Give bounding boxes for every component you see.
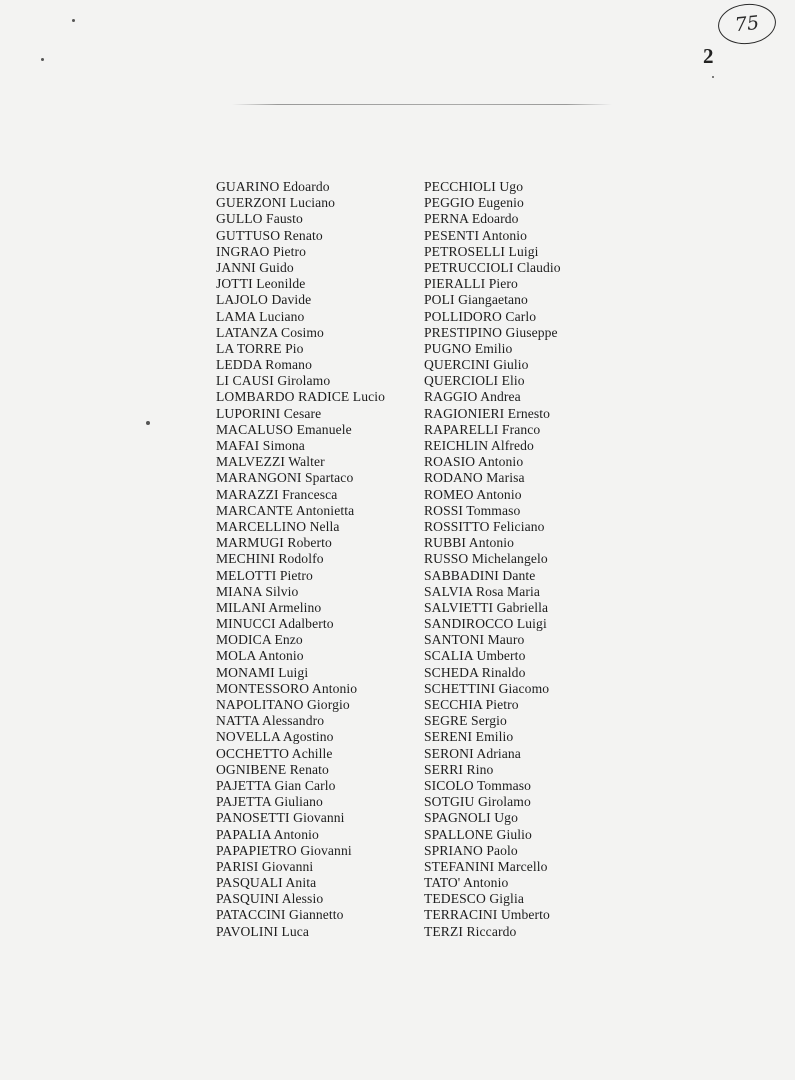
- scan-speck: [72, 19, 75, 22]
- scan-speck: [146, 421, 150, 425]
- name-entry: SECCHIA Pietro: [424, 697, 519, 712]
- name-entry: PANOSETTI Giovanni: [216, 810, 345, 826]
- name-entry: NOVELLA Agostino: [216, 729, 334, 745]
- name-entry: QUERCINI Giulio: [424, 357, 529, 373]
- name-entry: PECCHIOLI Ugo: [424, 179, 524, 194]
- name-entry: GULLO Fausto: [216, 211, 303, 227]
- name-entry: PEGGIO Eugenio: [424, 195, 524, 211]
- name-entry: SANTONI Mauro: [424, 632, 525, 648]
- name-entry: SPRIANO Paolo: [424, 842, 518, 858]
- name-entry: MAFAI Simona: [216, 438, 305, 453]
- name-entry: MARCANTE Antonietta: [216, 502, 355, 518]
- name-entry: JANNI Guido: [216, 259, 294, 275]
- name-entry: MALVEZZI Walter: [216, 454, 325, 470]
- name-entry: MARCELLINO Nella: [216, 518, 340, 534]
- name-entry: MARMUGI Roberto: [216, 535, 332, 551]
- name-entry: POLI Giangaetano: [424, 292, 528, 308]
- name-entry: RUBBI Antonio: [424, 535, 515, 551]
- name-entry: SABBADINI Dante: [424, 567, 536, 583]
- name-entry: PESENTI Antonio: [424, 227, 528, 243]
- name-entry: TERZI Riccardo: [424, 923, 517, 939]
- name-entry: PAPALIA Antonio: [216, 826, 319, 842]
- name-entry: SICOLO Tommaso: [424, 777, 532, 793]
- name-entry: RAPARELLI Franco: [424, 421, 541, 437]
- name-entry: NAPOLITANO Giorgio: [216, 697, 350, 712]
- name-entry: ROMEO Antonio: [424, 486, 522, 502]
- name-entry: MILANI Armelino: [216, 599, 322, 615]
- name-entry: TATO' Antonio: [424, 875, 509, 891]
- name-entry: PUGNO Emilio: [424, 340, 513, 356]
- name-entry: LEDDA Romano: [216, 357, 312, 373]
- name-entry: MINUCCI Adalberto: [216, 616, 334, 632]
- name-entry: MODICA Enzo: [216, 632, 303, 648]
- name-entry: MONTESSORO Antonio: [216, 680, 358, 696]
- name-entry: LATANZA Cosimo: [216, 324, 324, 340]
- archive-number: 75: [733, 11, 761, 37]
- name-entry: MONAMI Luigi: [216, 664, 309, 680]
- name-entry: SANDIROCCO Luigi: [424, 616, 547, 632]
- name-entry: TEDESCO Giglia: [424, 891, 524, 907]
- name-entry: MECHINI Rodolfo: [216, 551, 324, 567]
- name-entry: SPAGNOLI Ugo: [424, 810, 518, 826]
- name-entry: SPALLONE Giulio: [424, 826, 532, 842]
- name-entry: LAJOLO Davide: [216, 292, 312, 308]
- name-entry: RAGGIO Andrea: [424, 389, 521, 405]
- name-entry: PAJETTA Gian Carlo: [216, 777, 336, 793]
- name-entry: SALVIA Rosa Maria: [424, 583, 540, 599]
- name-entry: LA TORRE Pio: [216, 340, 304, 356]
- name-entry: SERENI Emilio: [424, 729, 514, 745]
- name-entry: PETROSELLI Luigi: [424, 243, 539, 259]
- name-entry: LAMA Luciano: [216, 308, 305, 324]
- name-entry: SCALIA Umberto: [424, 648, 526, 664]
- names-column-right: [424, 179, 561, 940]
- name-entry: ROSSITTO Feliciano: [424, 518, 545, 534]
- name-entry: NATTA Alessandro: [216, 713, 325, 729]
- name-entry: RODANO Marisa: [424, 470, 525, 486]
- name-entry: PETRUCCIOLI Claudio: [424, 259, 561, 275]
- name-entry: ROSSI Tommaso: [424, 502, 521, 518]
- scan-speck: [712, 76, 714, 78]
- name-entry: MARAZZI Francesca: [216, 486, 338, 502]
- name-entry: QUERCIOLI Elio: [424, 373, 525, 389]
- name-entry: JOTTI Leonilde: [216, 276, 306, 292]
- name-entry: RAGIONIERI Ernesto: [424, 405, 551, 421]
- name-entry: PERNA Edoardo: [424, 211, 519, 227]
- name-entry: OCCHETTO Achille: [216, 745, 333, 761]
- name-entry: ROASIO Antonio: [424, 454, 524, 470]
- names-column-left: [216, 179, 385, 940]
- name-entry: PATACCINI Giannetto: [216, 907, 344, 923]
- name-entry: SCHEDA Rinaldo: [424, 664, 526, 680]
- name-entry: PAVOLINI Luca: [216, 923, 310, 939]
- name-entry: MACALUSO Emanuele: [216, 421, 352, 437]
- name-entry: SALVIETTI Gabriella: [424, 599, 549, 615]
- name-entry: TERRACINI Umberto: [424, 907, 550, 923]
- name-entry: MIANA Silvio: [216, 583, 299, 599]
- name-entry: SERRI Rino: [424, 761, 494, 777]
- name-entry: GUARINO Edoardo: [216, 179, 330, 194]
- name-entry: GUERZONI Luciano: [216, 195, 336, 211]
- name-entry: POLLIDORO Carlo: [424, 308, 537, 324]
- name-entry: SEGRE Sergio: [424, 713, 507, 729]
- name-entry: STEFANINI Marcello: [424, 858, 548, 874]
- header-rule: [232, 104, 612, 105]
- name-entry: SCHETTINI Giacomo: [424, 680, 550, 696]
- name-entry: PASQUINI Alessio: [216, 891, 324, 907]
- name-entry: LOMBARDO RADICE Lucio: [216, 389, 385, 405]
- name-entry: PAJETTA Giuliano: [216, 794, 323, 810]
- scan-speck: [41, 58, 44, 61]
- name-entry: PAPAPIETRO Giovanni: [216, 842, 352, 858]
- name-entry: MOLA Antonio: [216, 648, 304, 664]
- name-entry: SOTGIU Girolamo: [424, 794, 531, 810]
- name-entry: PARISI Giovanni: [216, 858, 314, 874]
- name-entry: RUSSO Michelangelo: [424, 551, 548, 567]
- name-entry: REICHLIN Alfredo: [424, 438, 534, 453]
- name-entry: PASQUALI Anita: [216, 875, 317, 891]
- name-entry: LI CAUSI Girolamo: [216, 373, 331, 389]
- name-entry: OGNIBENE Renato: [216, 761, 329, 777]
- archive-number-stamp: [716, 1, 778, 47]
- name-entry: PRESTIPINO Giuseppe: [424, 324, 558, 340]
- name-entry: MARANGONI Spartaco: [216, 470, 354, 486]
- name-entry: LUPORINI Cesare: [216, 405, 322, 421]
- page-number: 2: [703, 44, 714, 68]
- name-entry: SERONI Adriana: [424, 745, 521, 761]
- name-entry: MELOTTI Pietro: [216, 567, 313, 583]
- name-entry: GUTTUSO Renato: [216, 227, 323, 243]
- name-entry: PIERALLI Piero: [424, 276, 518, 292]
- name-entry: INGRAO Pietro: [216, 243, 307, 259]
